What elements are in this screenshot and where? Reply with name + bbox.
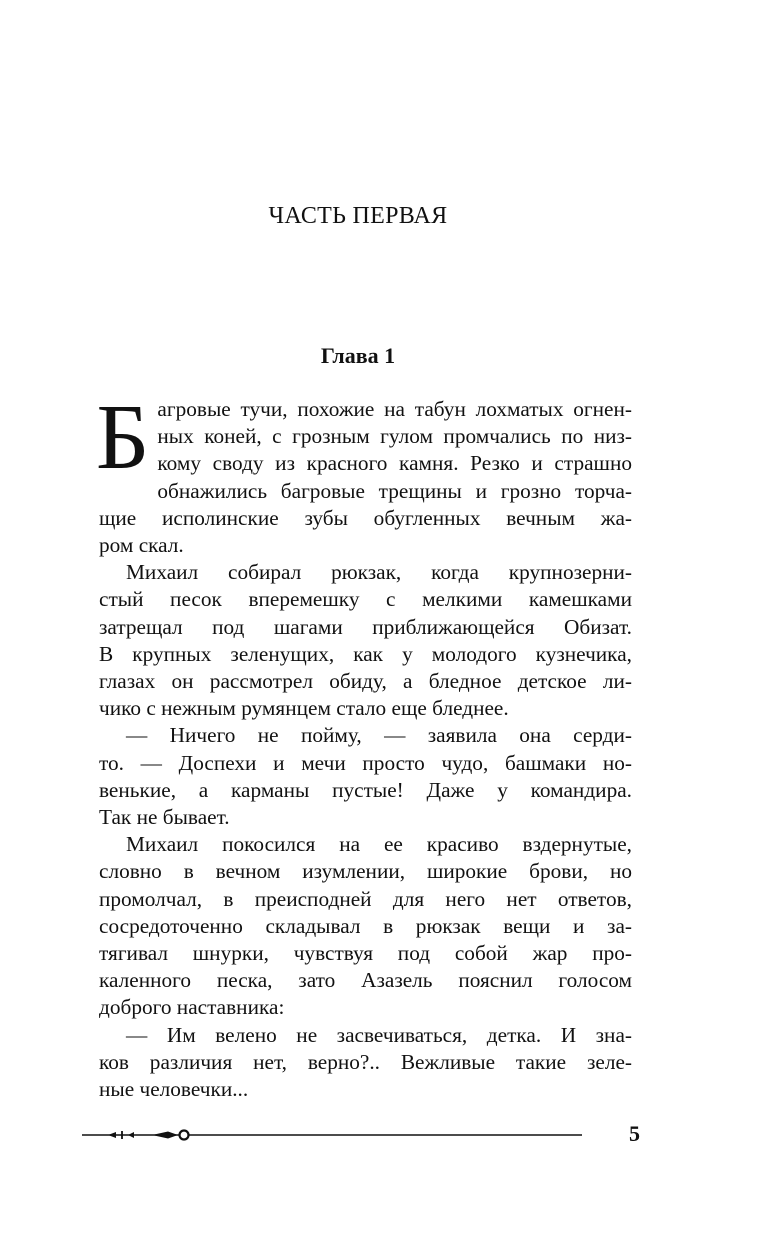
text-line: — Им велено не засвечиваться, детка. И зна- — [126, 1022, 632, 1047]
text-line: Михаил собирал рюкзак, когда крупнозерни- — [126, 560, 632, 585]
page-number: 5 — [629, 1121, 640, 1146]
text-line: то. — Доспехи и мечи просто чудо, башмаки но- — [99, 750, 632, 775]
text-line: Михаил покосился на ее красиво вздернутые, — [126, 832, 632, 857]
text-line: доброго наставника: — [99, 995, 285, 1020]
chapter-title: Глава 1 — [320, 343, 396, 368]
text-line: — Ничего не пойму, — заявила она серди- — [126, 723, 632, 748]
footer-ornament-rule — [82, 1126, 582, 1144]
text-line: сосредоточенно складывал в рюкзак вещи и за- — [99, 913, 632, 938]
text-line: венькие, а карманы пустые! Даже у командира. — [99, 777, 632, 802]
text-line: В крупных зеленущих, как у молодого кузнечика, — [99, 641, 632, 666]
text-line: словно в вечном изумлении, широкие брови, но — [99, 859, 632, 884]
text-line: кому своду из красного камня. Резко и страшно — [157, 451, 632, 476]
text-line: обнажились багровые трещины и грозно торча- — [157, 478, 632, 503]
text-line: промолчал, в преисподней для него нет ответов, — [99, 886, 632, 911]
text-line: Так не бывает. — [99, 805, 230, 830]
text-line: чико с нежным румянцем стало еще бледнее. — [99, 696, 509, 721]
text-line: ных коней, с грозным гулом промчались по низ- — [157, 424, 632, 449]
text-line: агровые тучи, похожие на табун лохматых огнен- — [157, 397, 632, 421]
text-line: ром скал. — [99, 533, 184, 558]
text-line: щие исполинские зубы обугленных вечным жа- — [99, 505, 632, 530]
body-text — [96, 386, 632, 1103]
text-line: тягивал шнурки, чувствуя под собой жар про- — [99, 941, 632, 966]
dropcap-letter: Б — [96, 386, 150, 489]
text-line: глазах он рассмотрел обиду, а бледное детское ли- — [99, 669, 632, 694]
text-line: ные человечки... — [99, 1077, 249, 1102]
text-line: ков различия нет, верно?.. Вежливые такие зеле- — [99, 1049, 632, 1074]
text-line: каленного песка, зато Азазель пояснил голосом — [99, 968, 632, 993]
text-line: стый песок вперемешку с мелкими камешками — [99, 587, 632, 612]
text-line: затрещал под шагами приближающейся Обизат. — [99, 614, 632, 639]
part-title: ЧАСТЬ ПЕРВАЯ — [268, 203, 448, 229]
